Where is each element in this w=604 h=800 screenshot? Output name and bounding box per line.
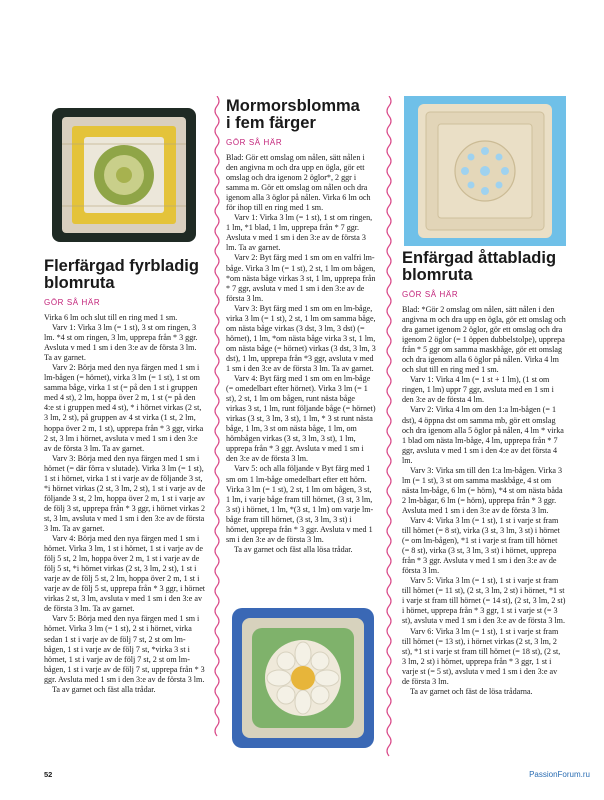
crochet-square-image [228, 604, 378, 752]
paragraph: Ta av garnet och fäst alla trådar. [52, 684, 156, 694]
wavy-line-icon [384, 96, 394, 776]
paragraph: Varv 2: Virka 4 lm om den 1:a lm-bågen (= 1 dst), 4 öppna dst om samma mb, gör ett omslag och dra igenom alla 5 öglor på nålen, 4 lm * virka 1 blad om nästa lm-båge, 4 lm, upprepa från * 7 ggr, avsluta v med 1 sm i den 4:e av det första 4 lm. [402, 405, 564, 465]
paragraph: Varv 4: Virka 3 lm (= 1 st), 1 st i varje st fram till hörnet (= 8 st), virka (3 st, 3 lm, 3 st) i hörnet (= om lm-bågen), *1 st i varje st fram till hörnet (= 8 st), virka (3 st, 3 lm, 3 st) i hörnet, upprepa från * 3 ggr. Avsluta v med 1 sm i den 3:e av de första 3 lm. [402, 515, 560, 576]
pattern-title [402, 250, 566, 284]
wavy-divider-left [212, 96, 222, 776]
crochet-square-image [44, 104, 204, 246]
paragraph: Varv 3: Byt färg med 1 sm om en lm-båge, virka 3 lm (= 1 st), 2 st, 1 lm om samma båge, om nästa båge virkas (3 dst, 3 lm, 3 dst) (= hörnet), 1 lm, *om nästa båge virka 3 st, 1 lm, om nästa båge (= hörnet) virkas (3 dst, 3 lm, 3 dst), 1 lm, upprepa från *3 ggr, avsluta v med 1 sm i den 3:e av de första 3 lm. Ta av garnet. [226, 303, 376, 373]
paragraph: Varv 5: Virka 3 lm (= 1 st), 1 st i varje st fram till hörnet (= 11 st), (2 st, 3 lm, 2 st) i hörnet, *1 st i varje st fram till hörnet (= 14 st), (2 st, 3 lm, 2 st) i hörnet, upprepa från * 3 ggr, 1 st i varje st (= 3 st), avsluta v med 1 sm i den 3:e av de första 3 lm. [402, 576, 566, 626]
paragraph: Varv 2: Byt färg med 1 sm om en valfri lm-båge. Virka 3 lm (= 1 st), 2 st, 1 lm om bågen, *om nästa båge virkas 3 st, 1 lm, upprepa från * 7 ggr, avsluta v med 1 sm i den 3:e av de första 3 lm. [226, 253, 376, 303]
paragraph: Varv 6: Virka 3 lm (= 1 st), 1 st i varje st fram till hörnet (= 13 st), i hörnet virkas (2 st, 3 lm, 2 st), *1 st i varje st fram till hörnet (= 18 st), (2 st, 3 lm, 2 st) i hörnet, upprepa från * 3 ggr, 1 st i varje st (= 5 st), avsluta v med 1 sm i den 3:e av de första 3 lm. [402, 626, 561, 686]
paragraph: Ta av garnet och fäst alla lösa trådar. [234, 544, 353, 554]
pattern-column-1 [44, 258, 206, 695]
pattern-column-3 [402, 250, 566, 697]
instructions [402, 305, 566, 697]
paragraph: Varv 3: Virka sm till den 1:a lm-bågen. Virka 3 lm (= 1 st), 3 st om samma maskbåge, 4 st om nästa lm-båge, 6 lm (= hörn), *4 st om nästa båda 2 lm-bågar, 6 lm (= hörn), upprepa från * 3 ggr. Avsluta med 1 sm i den 3:e av de första 3 lm. [402, 465, 563, 515]
instructions [226, 153, 376, 555]
wavy-line-icon [212, 96, 222, 776]
pattern-title [44, 258, 206, 292]
watermark-text: PassionForum.ru [529, 770, 590, 779]
paragraph: Blad: Gör ett omslag om nålen, sätt nålen i den angivna m och dra upp en ögla, gör ett omslag och dra igenom 2 öglor*, 2 ggr i samma m. Gör ett omslag om nålen och dra igenom alla 3 öglor på nålen. Virka 6 lm och för ihop till en ring med 1 sm. [226, 153, 371, 213]
paragraph: Varv 4: Byt färg med 1 sm om en lm-båge (= omedelbart efter hörnet). Virka 3 lm (= 1 st), 2 st, 1 lm om bågen, runt nästa båge virkas 3 st, 1 lm, runt följande båge (= hörnet) virkas (3 st, 3 lm, 3 st), 1 lm, * 3 st runt nästa båge, 1 lm, 3 st om nästa båge, 1 lm, om hörnbågen virkas (3 st, 3 lm, 3 st), 1 lm, upprepa från * 3 ggr. Avsluta v med 1 sm i den 3:e av de första 3 lm. [226, 374, 376, 464]
photo-granny-flower [228, 604, 378, 752]
pattern-title [226, 98, 376, 132]
paragraph: Varv 1: Virka 4 lm (= 1 st + 1 lm), (1 st om ringen, 1 lm) uppr 7 ggr, avsluta med en 1 sm i den 3:e av de första 4 lm. [402, 375, 554, 405]
pattern-column-2 [226, 98, 376, 555]
title-line: blomruta [402, 266, 473, 284]
paragraph: Varv 5: och alla följande v Byt färg med 1 sm om 1 lm-båge omedelbart efter ett hörn. Virka 3 lm (= 1 st), 2 st, 1 lm om bågen, 3 st, 1 lm, i varje båge fram till hörnet, (3 st, 3 lm, 3 st) i hörnet, 1 lm, *(3 st, 1 lm) om varje lm-båge fram till hörnet, (3 st, 3 lm, 3 st) i hörnet, upprepa från * 3 ggr. Avsluta v med 1 sm i den 3:e av de första 3 lm. [226, 464, 374, 544]
section-kicker: GÖR SÅ HÄR [226, 138, 283, 147]
crochet-square-image [404, 96, 566, 246]
title-line: i fem färger [226, 114, 316, 132]
wavy-divider-right [384, 96, 394, 776]
paragraph: Varv 1: Virka 3 lm (= 1 st), 1 st om ringen, 1 lm, *1 blad, 1 lm, upprepa från * 7 ggr. Avsluta v med 1 sm i den 3:e av de första 3 lm. Ta av garnet. [226, 213, 373, 253]
paragraph: Varv 1: Virka 3 lm (= 1 st), 3 st om ringen, 3 lm. *4 st om ringen, 3 lm, upprepa från * 3 ggr. Avsluta v med 1 sm i den 3:e av de första 3 lm. Ta av garnet. [44, 323, 198, 363]
photo-multicolor-square [44, 104, 204, 246]
section-kicker: GÖR SÅ HÄR [402, 290, 459, 299]
section-kicker: GÖR SÅ HÄR [44, 298, 101, 307]
paragraph: Varv 4: Börja med den nya färgen med 1 sm i hörnet. Virka 3 lm, 1 st i hörnet, 1 st i varje av de följ 5 st, 2 lm, hoppa över 2 m, 1 st i varje av de följ 5 st, *i hörnet virkas (2 st, 3 lm, 2 st), 1 st i varje av de följ 5 st, 2 lm, hoppa över 2 m, 1 st i varje av de följ 5 st, upprepa från * 3 ggr, i hörnet virkas 2 st, 3 lm, avsluta v med 1 sm i den 3:e av de första 3 lm. Ta av garnet. [44, 534, 206, 614]
title-line: Flerfärgad fyrbladig [44, 257, 199, 275]
title-line: Enfärgad åttabladig [402, 249, 557, 267]
photo-cream-square [404, 96, 566, 246]
page-number: 52 [44, 770, 53, 779]
paragraph: Virka 6 lm och slut till en ring med 1 sm. [44, 313, 178, 322]
title-line: blomruta [44, 274, 115, 292]
paragraph: Varv 5: Börja med den nya färgen med 1 sm i hörnet. Virka 3 lm (= 1 st), 2 st i hörnet, virka sedan 1 st i varje av de följ 7 st, 2 st om lm-bågen, 1 st i varje av de följ 7 st, *virka 3 st i hörnet, 1 st i varje av de följ 7 st, 2 st om lm-bågen, 1 st i varje av de följ 7 st, upprepa från * 3 ggr. Avsluta med 1 sm i den 3:e av de första 3 lm. [44, 614, 205, 684]
instructions [44, 313, 206, 695]
title-line: Mormorsblomma [226, 97, 360, 115]
paragraph: Blad: *Gör 2 omslag om nålen, sätt nålen i den angivna m och dra upp en ögla, gör ett omslag och dra garnet igenom 2 öglor, gör ett omslag och dra igenom 2 öglor (= 1 öppen dubbelstolpe), upprepa från * 5 ggr om samma maskbåge, gör ett omslag och dra igenom alla 6 öglor på nålen. Virka 4 lm och slut till en ring med 1 sm. [402, 305, 566, 375]
paragraph: Varv 2: Börja med den nya färgen med 1 sm i lm-bågen (= hörnet), virka 3 lm (= 1 st), 1 st om samma båge, virka 1 st (= på den 1 st i gruppen med 4 st), 2 lm, hoppa över 2 m, 1 st (= på den 4:e st i gruppen med 4 st), * i hörnet virkas (2 st, 3 lm, 2 st), på gruppen av 4 st virka (1 st, 2 lm, hoppa över 2 m, 1 st), upprepa från * 3 ggr, virka 2 st, 3 lm i hörnet, avsluta v med 1 sm i den 3:e av de första 3 lm. Ta av garnet. [44, 363, 204, 453]
paragraph: Ta av garnet och fäst de lösa trådarna. [410, 686, 533, 696]
paragraph: Varv 3: Börja med den nya färgen med 1 sm i hörnet (= där förra v slutade). Virka 3 lm (= 1 st), 1 st i hörnet, virka 1 st i varje av de följande 3 st, *i hörnet virkas (2 st, 3 lm, 2 st), 1 st i varje av de följande 3 st, 2 lm, hoppa över 2 m, 1 st i varje av de följ 3 st, upprepa från * 3 ggr, i hörnet virkas 2 st, 3 lm, avsluta v med 1 sm i den 3:e av de första 3 lm. Ta av garnet. [44, 453, 206, 533]
